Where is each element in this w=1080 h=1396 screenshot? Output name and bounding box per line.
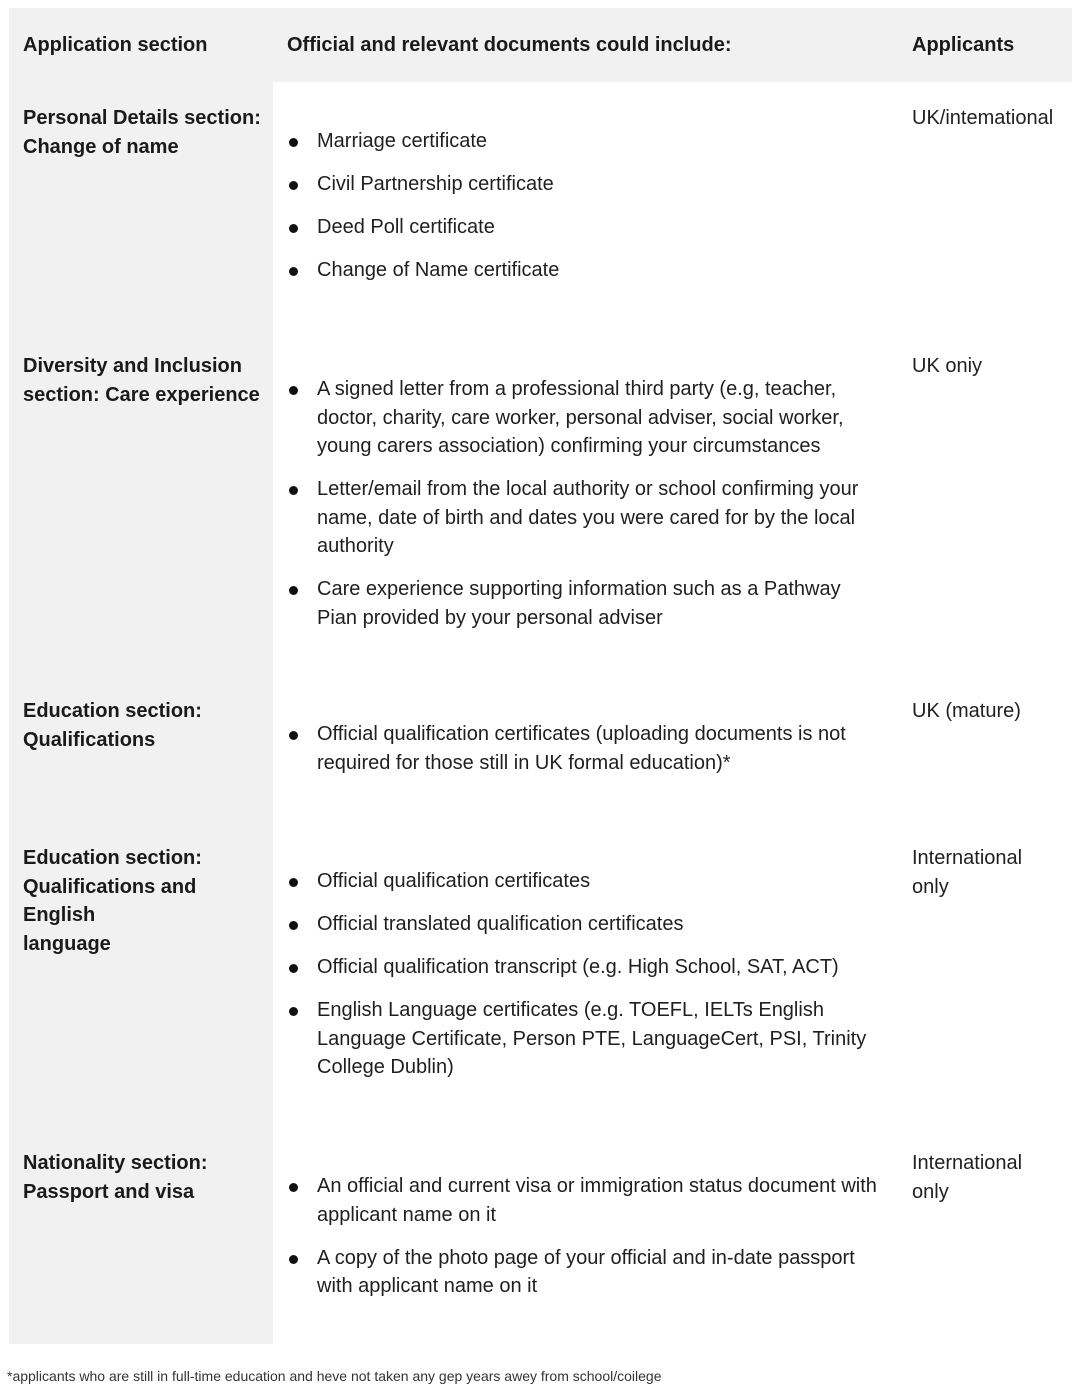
bullet-icon	[289, 921, 298, 930]
bullet-icon	[289, 181, 298, 190]
list-item	[286, 720, 886, 777]
section-label-line: Qualifications	[23, 728, 156, 751]
list-item	[286, 1244, 886, 1301]
document-text: English Language certificates (e.g. TOEFL, IELTs English Language Certificate, Person PTE, LanguageCert, PSI, Trinity College Dublin)	[317, 999, 867, 1078]
document-text: Civil Partnership certificate	[317, 173, 554, 195]
document-text: Marriage certificate	[317, 130, 488, 152]
document-list	[286, 375, 886, 632]
document-text: A signed letter from a professional third party (e.g, teacher, doctor, charity, care worker, personal adviser, social worker, young carers association) confirming your circumstances	[317, 378, 844, 457]
list-item	[286, 170, 886, 199]
document-text: Official qualification certificates	[317, 870, 591, 892]
list-item	[286, 375, 886, 461]
applicants-value: International only	[912, 1152, 1023, 1203]
bullet-icon	[289, 267, 298, 276]
list-item	[286, 475, 886, 561]
section-label-line: Education section:	[23, 700, 202, 722]
footnote: *applicants who are still in full-time education and heve not taken any gep years awey from school/coilege	[7, 1368, 662, 1384]
bullet-icon	[289, 486, 298, 495]
document-text: An official and current visa or immigration status document with applicant name on it	[317, 1175, 877, 1226]
document-list	[286, 867, 886, 1082]
header-documents: Official and relevant documents could include:	[287, 34, 732, 56]
document-text: Change of Name certificate	[317, 259, 560, 281]
document-text: Care experience supporting information such as a Pathway Pian provided by your personal adviser	[317, 578, 841, 629]
document-text: Official qualification transcript (e.g. High School, SAT, ACT)	[317, 956, 839, 978]
header-application-section: Application section	[23, 34, 208, 56]
section-label-line: Diversity and Inclusion	[23, 355, 242, 377]
document-text: A copy of the photo page of your official and in-date passport with applicant name on it	[317, 1246, 855, 1297]
document-list	[286, 1172, 886, 1301]
bullet-icon	[289, 1007, 298, 1016]
list-item	[286, 213, 886, 242]
applicants-value: UK oniy	[912, 355, 983, 377]
list-item	[286, 953, 886, 982]
section-label	[23, 1149, 268, 1206]
list-item	[286, 256, 886, 285]
list-item	[286, 910, 886, 939]
bullet-icon	[289, 224, 298, 233]
section-label	[23, 104, 268, 161]
section-label-line: Education section:	[23, 847, 202, 869]
section-label	[23, 844, 268, 958]
section-label-line: Nationality section:	[23, 1152, 208, 1174]
bullet-icon	[289, 731, 298, 740]
document-text: Deed Poll certificate	[317, 216, 495, 238]
applicants-value: UK (mature)	[912, 700, 1021, 722]
section-label-line: section: Care experience	[23, 383, 260, 406]
bullet-icon	[289, 1255, 298, 1264]
document-list	[286, 720, 886, 777]
section-label	[23, 352, 268, 409]
bullet-icon	[289, 964, 298, 973]
header-applicants: Applicants	[912, 34, 1015, 56]
bullet-icon	[289, 878, 298, 887]
section-label-line: Passport and visa	[23, 1180, 195, 1203]
bullet-icon	[289, 586, 298, 595]
section-label-line: Qualifications and English	[23, 875, 197, 926]
document-text: Official translated qualification certificates	[317, 913, 684, 935]
section-label	[23, 697, 268, 754]
bullet-icon	[289, 1183, 298, 1192]
list-item	[286, 575, 886, 632]
section-label-line: Change of name	[23, 135, 179, 158]
section-column-background	[9, 8, 273, 1344]
section-label-line: language	[23, 932, 111, 955]
document-list	[286, 127, 886, 285]
applicants-value: UK/intemational	[912, 107, 1054, 129]
documents-table	[9, 8, 1072, 1344]
bullet-icon	[289, 138, 298, 147]
bullet-icon	[289, 386, 298, 395]
document-text: Letter/email from the local authority or school confirming your name, date of birth and dates you were cared for by the local authority	[317, 478, 859, 557]
applicants-value: International only	[912, 847, 1023, 898]
list-item	[286, 127, 886, 156]
document-text: Official qualification certificates (uploading documents is not required for those still in UK formal education)*	[317, 723, 846, 774]
list-item	[286, 867, 886, 896]
list-item	[286, 996, 886, 1082]
section-label-line: Personal Details section:	[23, 107, 261, 129]
list-item	[286, 1172, 886, 1229]
